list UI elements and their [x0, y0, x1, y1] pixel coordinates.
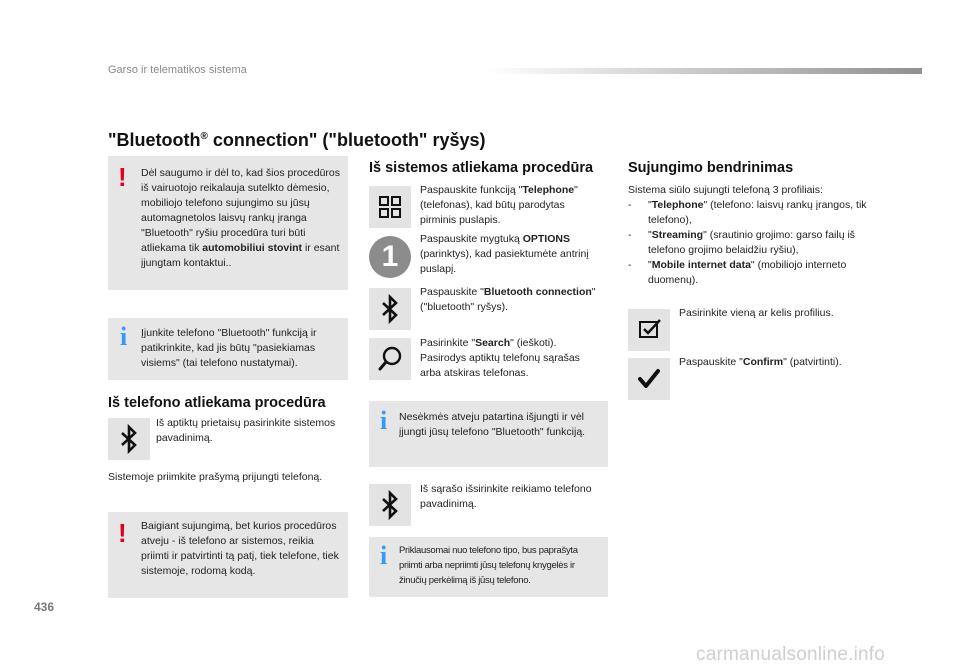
checkmark-icon: [628, 358, 670, 400]
grid-icon: [369, 186, 411, 228]
warning-text-code: Baigiant sujungimą, bet kurios procedūros atveju - iš telefono ar sistemos, reikia priimti ir patvirtinti tą patį, tiek telefone, tiek sistemoje, rodomą kodą.: [141, 520, 339, 577]
info-icon: i: [120, 322, 128, 351]
bluetooth-icon: [108, 418, 150, 460]
section-title-system-procedure: Iš sistemos atliekama procedūra: [369, 160, 594, 176]
list-item: - "Telephone" (telefono: laisvų rankų įrangos, tik telefono),: [628, 199, 867, 226]
system-step-options: Paspauskite mygtuką OPTIONS (parinktys), kad pasiektumėte antrinį puslapį.: [420, 233, 589, 275]
system-step-bluetooth-connection: Paspauskite "Bluetooth connection" ("bluetooth" ryšys).: [420, 286, 596, 313]
warning-icon: !: [118, 162, 127, 192]
info-text-phonebook: Priklausomai nuo telefono tipo, bus paprašyta priimti arba nepriimti jūsų telefonų knygelės ir žinučių perkėlimą iš jūsų telefono.: [399, 545, 578, 586]
search-icon: [369, 338, 411, 380]
system-step-telephone: Paspauskite funkciją "Telephone" (telefonas), kad būtų parodytas pirminis puslapis.: [420, 184, 578, 226]
info-icon: i: [380, 541, 388, 570]
pairing-step-confirm: Paspauskite "Confirm" (patvirtinti).: [679, 356, 842, 368]
profile-list: [628, 198, 878, 288]
pairing-step-select-profiles: Pasirinkite vieną ar kelis profilius.: [679, 307, 834, 319]
info-text-retry: Nesėkmės atveju patartina išjungti ir vėl įjungti jūsų telefono "Bluetooth" funkciją.: [399, 411, 586, 438]
header-rule: [488, 68, 922, 74]
watermark: carmanualsonline.info: [696, 644, 886, 665]
checklist-icon: [628, 309, 670, 351]
phone-step-accept-request: Sistemoje priimkite prašymą prijungti telefoną.: [108, 471, 323, 483]
system-step-select-phone: Iš sąrašo išsirinkite reikiamo telefono pavadinimą.: [420, 483, 592, 510]
info-text-enable-bluetooth: Įjunkite telefono "Bluetooth" funkciją ir patikrinkite, kad jis būtų "pasiekiamas visiems" (tai telefono nustatymai).: [141, 327, 317, 369]
running-header: Garso ir telematikos sistema: [108, 64, 247, 76]
page-number: 436: [34, 600, 55, 614]
info-icon: i: [380, 406, 388, 435]
list-item: - "Mobile internet data" (mobiliojo interneto duomenų).: [628, 259, 847, 286]
system-step-search: Pasirinkite "Search" (ieškoti). Pasirodys aptiktų telefonų sąrašas arba atskiras telefonas.: [420, 337, 580, 379]
warning-text-safety: Dėl saugumo ir dėl to, kad šios procedūros iš vairuotojo reikalauja sutelkto dėmesio, mobiliojo telefono sujungimo su jūsų automagnetolos laisvų rankų įranga "Bluetooth" ryšiu procedūra turi būti atliekama tik automobiliui stovint ir esant įjungtam kontaktui..: [141, 167, 341, 269]
phone-step-select-system: Iš aptiktų prietaisų pasirinkite sistemos pavadinimą.: [156, 417, 336, 444]
list-item: - "Streaming" (srautinio grojimo: garso failų iš telefono grojimo belaidžiu ryšiu),: [628, 229, 856, 256]
section-title-pairing-sharing: Sujungimo bendrinimas: [628, 160, 794, 176]
section-title-phone-procedure: Iš telefono atliekama procedūra: [108, 395, 326, 411]
step-number-badge: 1: [369, 236, 411, 278]
bluetooth-icon: [369, 484, 411, 526]
bluetooth-icon: [369, 288, 411, 330]
pairing-intro: Sistema siūlo sujungti telefoną 3 profiliais:: [628, 184, 823, 196]
warning-icon: !: [118, 518, 127, 548]
page-title: "Bluetooth® connection" ("bluetooth" ryšys): [108, 130, 486, 150]
